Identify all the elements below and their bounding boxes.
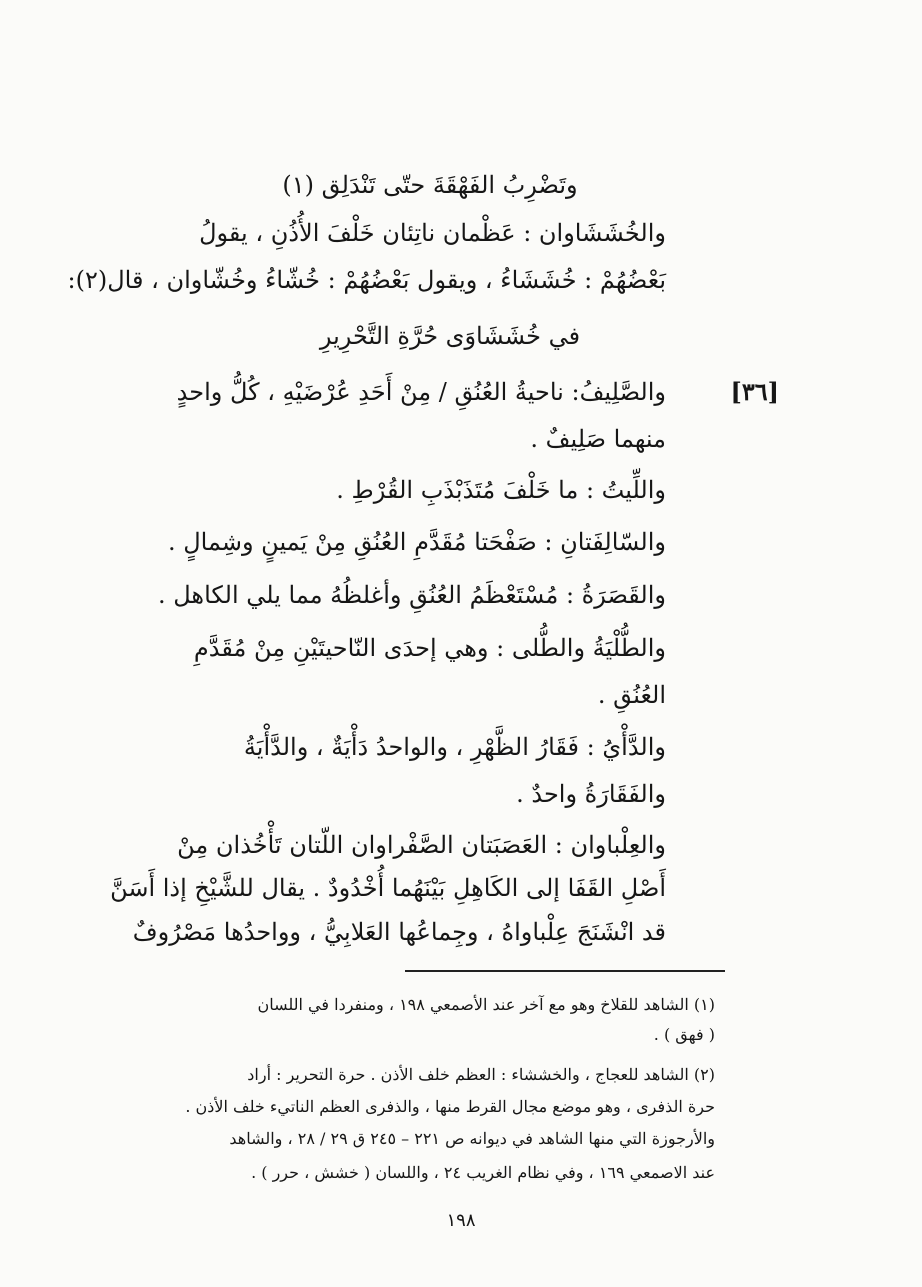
paragraph-line: والعِلْباوان : العَصَبَتان الصَّفْراوان اللّتان تَأْخُذان مِنْ [177,831,666,859]
verse-line: وتَضْرِبُ الفَهْقَةَ حتّى تَنْدَلِق (١) [282,171,578,199]
paragraph-line: قد انْشَنَجَ عِلْباواهُ ، وجِماعُها العَلابِيُّ ، وواحدُها مَصْرُوفٌ [132,918,666,946]
paragraph-line: والفَقَارَةُ واحدٌ . [516,780,666,808]
paragraph-line: والسّالِفَتانِ : صَفْحَتا مُقَدَّمِ العُنُقِ مِنْ يَمينٍ وشِمالٍ . [167,528,666,556]
margin-page-number: [٣٦] [730,377,779,406]
paragraph-line: واللِّيتُ : ما خَلْفَ مُتَذَبْذَبِ القُرْطِ . [336,476,666,504]
footnote-line: عند الاصمعي ١٦٩ ، وفي نظام الغريب ٢٤ ، واللسان ( خشش ، حرر ) . [251,1163,715,1182]
paragraph-line: والقَصَرَةُ : مُسْتَعْظَمُ العُنُقِ وأغلظُهُ مما يلي الكاهل . [157,581,666,609]
paragraph-line: العُنُقِ . [597,681,666,709]
footnote-line: ( فهق ) . [653,1025,715,1044]
footnote-separator [405,970,725,972]
paragraph-line: والطُّلْيَةُ والطُّلى : وهي إحدَى النّاحيتَيْنِ مِنْ مُقَدَّمِ [193,634,666,662]
page-number: ١٩٨ [446,1210,476,1231]
paragraph-line: منهما صَلِيفٌ . [530,425,666,453]
footnote-line: والأرجوزة التي منها الشاهد في ديوانه ص ٢٢١ – ٢٤٥ ق ٢٩ / ٢٨ ، والشاهد [229,1129,715,1148]
paragraph-line: أَصْلِ القَفَا إلى الكَاهِلِ بَيْنَهُما أُخْدُودٌ . يقال للشَّيْخِ إذا أَسَنَّ [110,874,666,902]
footnote-line: حرة الذفرى ، وهو موضع مجال القرط منها ، والذفرى العظم الناتيء خلف الأذن . [185,1097,715,1116]
paragraph-line: والدَّأْيُ : فَقَارُ الظَّهْرِ ، والواحدُ دَأْيَةٌ ، والدَّأْيَةُ [243,733,666,761]
verse-line: في خُشَشَاوَى حُرَّةِ التَّحْرِيرِ [319,322,581,350]
footnote-line: (٢) الشاهد للعجاج ، والخششاء : العظم خلف الأذن . حرة التحرير : أراد [247,1065,715,1084]
paragraph-line: والخُشَشَاوان : عَظْمان ناتِئان خَلْفَ الأُذُنِ ، يقولُ [199,219,666,247]
paragraph-line: والصَّلِيفُ: ناحيةُ العُنُقِ / مِنْ أَحَدِ عُرْضَيْهِ ، كُلُّ واحدٍ [176,378,666,406]
footnote-line: (١) الشاهد للقلاخ وهو مع آخر عند الأصمعي ١٩٨ ، ومنفردا في اللسان [257,995,715,1014]
paragraph-line: بَعْضُهُمْ : خُشَشَاءُ ، ويقول بَعْضُهُمْ : خُشّاءُ وخُشّاوان ، قال(٢): [67,266,666,294]
